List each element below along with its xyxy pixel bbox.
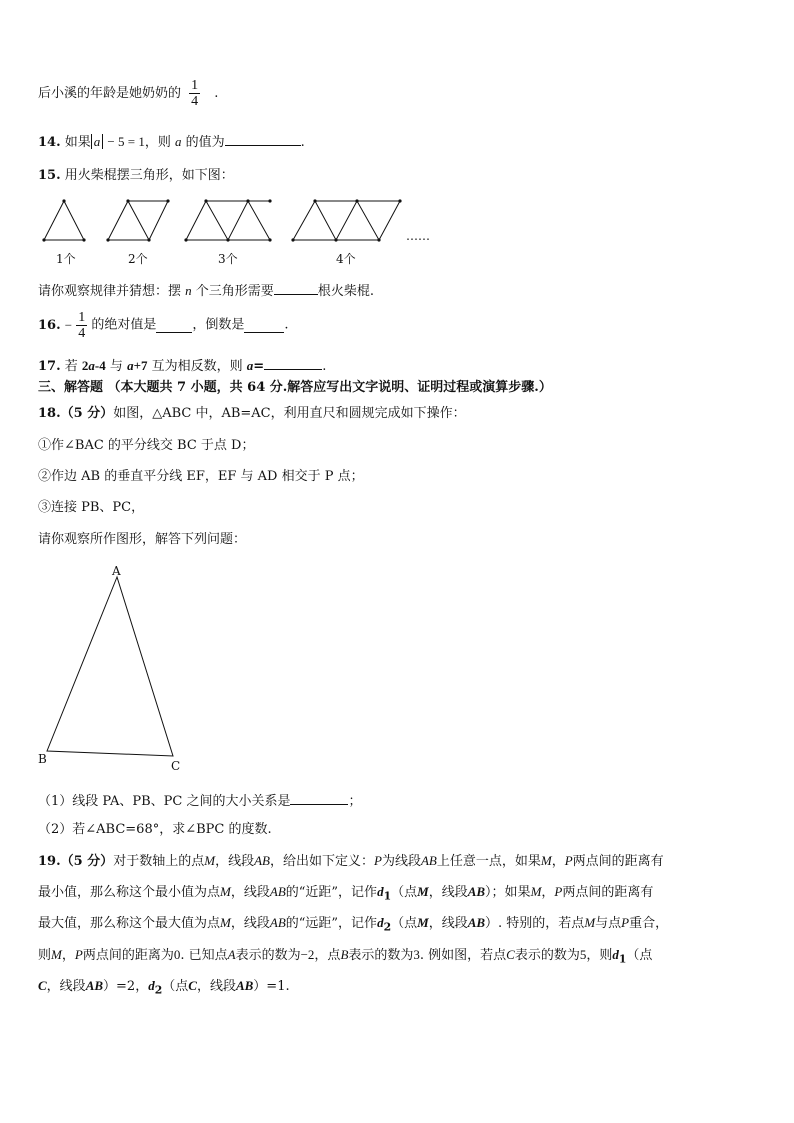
text: （点: [162, 979, 189, 994]
question-16: [38, 310, 289, 341]
question-text: ，则: [144, 135, 171, 150]
fraction-one-quarter: [76, 310, 87, 341]
question-text: 根火柴棍.: [317, 284, 374, 299]
var: AB: [85, 978, 104, 993]
label-4: 4个: [336, 252, 356, 266]
text: . 例如图，若点: [419, 948, 507, 963]
prev-question-period: .: [214, 86, 219, 101]
question-text: （1）线段 PA、PB、PC 之间的大小关系是: [38, 794, 291, 809]
text: 重合，: [629, 916, 669, 931]
var: C: [506, 947, 515, 962]
abs-value-a: a: [91, 134, 104, 149]
question-text: 个三角形需要: [195, 284, 274, 299]
var: M: [540, 853, 552, 868]
answer-blank[interactable]: [225, 131, 301, 146]
question-period: .: [284, 317, 289, 333]
question-number: 18.: [38, 406, 61, 421]
number: 0: [173, 947, 181, 962]
var: P: [564, 853, 573, 868]
question-18: [38, 405, 466, 423]
text: 最小值，那么称这个最小值为点: [38, 885, 221, 900]
question-text: 与: [109, 359, 123, 374]
part-1: [38, 790, 362, 811]
text: 表示的数为: [348, 948, 414, 963]
var: P: [373, 853, 382, 868]
label-2: 2个: [128, 252, 148, 266]
question-text: 请你观察规律并猜想：摆: [38, 284, 182, 299]
text: 两点间的距离有: [562, 885, 654, 900]
text: ）. 特别的，若点: [485, 916, 585, 931]
text: 两点间的距离有: [572, 854, 664, 869]
section-heading: 三、解答题 （本大题共 7 小题，共 64 分.解答应写出文字说明、证明过程或演算步骤.）: [38, 380, 552, 395]
label-1: 1个: [56, 252, 76, 266]
var: M: [584, 915, 596, 930]
text: ，线段: [196, 979, 236, 994]
text: 为线段: [381, 854, 421, 869]
var: B: [340, 947, 349, 962]
question-text: ，倒数是: [192, 317, 245, 333]
part-2: （2）若∠ABC=68°，求∠BPC 的度数.: [38, 822, 272, 837]
text: 两点间的距离为: [82, 948, 174, 963]
var: P: [554, 884, 563, 899]
text: ，: [551, 854, 565, 869]
text: ，给出如下定义：: [269, 854, 374, 869]
var: d: [377, 915, 384, 930]
answer-blank[interactable]: [156, 318, 192, 333]
var: C: [38, 978, 47, 993]
question-text: 用火柴棍摆三角形，如下图：: [64, 168, 234, 183]
text: 与点: [595, 916, 622, 931]
var: M: [417, 884, 429, 899]
var: d: [148, 978, 155, 993]
expr-const: +7: [133, 358, 148, 373]
text: ）=2，: [103, 979, 149, 994]
question-period: .: [322, 359, 327, 374]
step-2: ②作边 AB 的垂直平分线 EF，EF 与 AD 相交于 P 点；: [38, 469, 364, 484]
text: （点: [391, 885, 418, 900]
fraction-one-quarter: [189, 78, 200, 109]
var: M: [417, 915, 429, 930]
question-15-prompt: [38, 280, 374, 301]
question-text: 的值为: [185, 135, 225, 150]
var: C: [188, 978, 197, 993]
text: 对于数轴上的点: [113, 854, 205, 869]
text: （点: [626, 948, 653, 963]
question-text: 如果: [64, 135, 91, 150]
var: AB: [235, 978, 254, 993]
number: 3: [413, 947, 420, 962]
var: AB: [269, 915, 286, 930]
answer-blank[interactable]: [244, 318, 284, 333]
var: M: [204, 853, 216, 868]
triangle-figure-3: [186, 201, 270, 240]
text: ）=1.: [253, 979, 290, 994]
var: M: [530, 884, 542, 899]
text: 则: [38, 948, 52, 963]
text: 表示的数为: [235, 948, 301, 963]
question-text: ；: [348, 794, 362, 809]
var: AB: [269, 884, 286, 899]
answer-blank[interactable]: [274, 280, 318, 295]
text: ，线段: [230, 885, 270, 900]
question-17: [38, 355, 326, 376]
text: ，线段: [428, 916, 468, 931]
matchstick-triangles-figure: [38, 195, 478, 275]
text: ，线段: [215, 854, 255, 869]
question-19-line-3: [38, 914, 668, 937]
text: ，线段: [46, 979, 86, 994]
vertex-label-a: A: [112, 564, 121, 578]
text: ，线段: [230, 916, 270, 931]
var: d: [377, 884, 384, 899]
var: A: [227, 947, 236, 962]
var: M: [51, 947, 62, 962]
text: 的“近距”，记作: [285, 885, 378, 900]
question-19-line-4: [38, 946, 652, 969]
number: −2: [300, 947, 315, 962]
triangle-figure-2: [108, 201, 149, 240]
question-19-line-5: [38, 977, 290, 1000]
question-period: .: [300, 135, 305, 150]
question-15: [38, 167, 234, 185]
text: ，点: [314, 948, 341, 963]
var: AB: [467, 884, 486, 899]
equation: − 5 = 1: [107, 134, 145, 149]
number: 5: [579, 947, 587, 962]
text: （点: [391, 916, 418, 931]
prev-question-text: 后小溪的年龄是她奶奶的: [38, 86, 182, 101]
step-1: ①作∠BAC 的平分线交 BC 于点 D；: [38, 438, 255, 453]
fraction-denominator: 4: [191, 94, 199, 109]
question-text: 如图，△ABC 中，AB=AC，利用直尺和圆规完成如下操作：: [113, 406, 466, 421]
text: 上任意一点，如果: [436, 854, 541, 869]
subscript: 2: [383, 920, 392, 934]
var: M: [220, 884, 231, 899]
text: ，: [541, 885, 555, 900]
var: M: [220, 915, 231, 930]
text: ，: [61, 948, 75, 963]
question-number: 14.: [38, 135, 61, 150]
triangle-figure-1: [44, 201, 84, 240]
question-number: 15.: [38, 168, 61, 183]
text: ，线段: [428, 885, 468, 900]
question-text: 若: [64, 359, 78, 374]
question-19-line-2: [38, 883, 653, 906]
var: d: [612, 947, 619, 962]
fraction-numerator: 1: [78, 310, 86, 325]
fraction-denominator: 4: [78, 326, 86, 341]
question-score: （5 分）: [60, 854, 114, 869]
question-number: 19.: [38, 854, 61, 869]
text: 最大值，那么称这个最大值为点: [38, 916, 221, 931]
variable-a: a: [246, 358, 254, 373]
question-14: [38, 131, 305, 152]
vertex-label-b: B: [38, 752, 47, 766]
triangle-abc: [47, 577, 173, 756]
text: 表示的数为: [514, 948, 580, 963]
question-text: 的绝对值是: [91, 317, 157, 333]
expr-coef: 2: [81, 358, 89, 373]
minus-sign: −: [64, 317, 73, 333]
variable-n: n: [185, 283, 192, 298]
triangle-abc-figure: [30, 560, 190, 780]
question-number: 16.: [38, 318, 61, 333]
question-text: 互为相反数，则: [151, 359, 243, 374]
step-3: ③连接 PB、PC，: [38, 500, 145, 515]
question-number: 17.: [38, 359, 61, 374]
var: P: [74, 947, 83, 962]
fraction-numerator: 1: [191, 78, 199, 93]
variable-a: a: [175, 134, 182, 149]
ellipsis: ……: [406, 229, 430, 243]
vertex-label-c: C: [171, 759, 181, 773]
subscript: 1: [383, 889, 392, 903]
subscript: 2: [154, 983, 163, 997]
var: AB: [420, 853, 437, 868]
subscript: 1: [618, 952, 627, 966]
observe-prompt: 请你观察所作图形，解答下列问题：: [38, 532, 247, 547]
expr-const: -4: [94, 358, 106, 373]
answer-blank[interactable]: [290, 790, 348, 805]
answer-blank[interactable]: [264, 355, 322, 370]
label-3: 3个: [218, 252, 238, 266]
text: 的“远距”，记作: [285, 916, 378, 931]
question-19-line-1: [38, 852, 664, 871]
var: AB: [467, 915, 486, 930]
variable-a: a: [127, 358, 134, 373]
var: AB: [254, 853, 270, 868]
equals-sign: =: [253, 359, 265, 374]
text: ，则: [586, 948, 613, 963]
prev-question-tail: [38, 78, 218, 109]
var: P: [621, 915, 630, 930]
text: ）；如果: [485, 885, 531, 900]
variable-a: a: [88, 358, 95, 373]
text: . 已知点: [180, 948, 228, 963]
question-score: （5 分）: [60, 406, 114, 421]
